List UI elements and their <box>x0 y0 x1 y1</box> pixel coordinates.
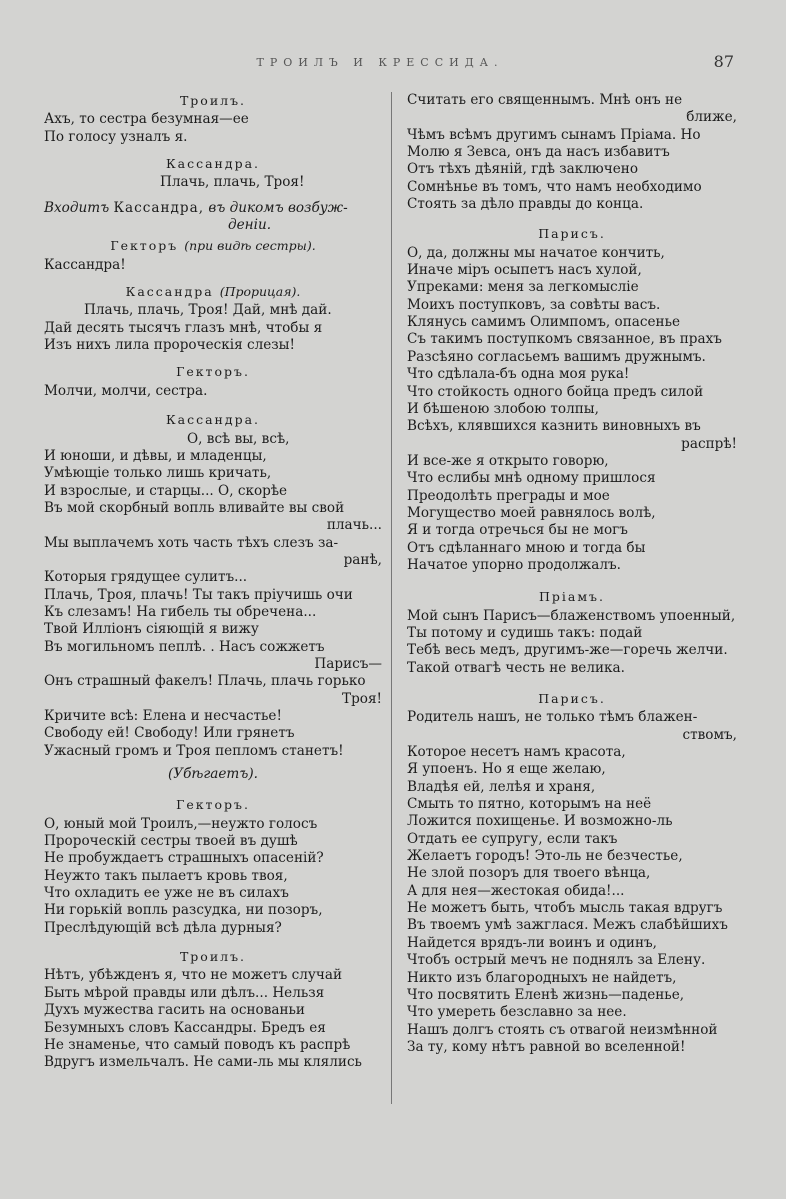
verse-line: Не можетъ быть, чтобъ мысль такая вдругъ <box>407 900 723 917</box>
verse-line: Чтобъ острый мечъ не поднялъ за Елену. <box>407 952 706 969</box>
verse-line: О, да, должны мы начатое кончить, <box>407 244 665 261</box>
verse-line: Въ мой скорбный вопль вливайте вы свой <box>44 499 345 516</box>
verse-line: Къ слезамъ! На гибель ты обречена... <box>44 603 317 620</box>
verse-line: Не пробуждаетъ страшныхъ опасеній? <box>44 850 324 867</box>
speaker-heading: Троилъ. <box>179 949 247 965</box>
stage-direction-part: Входитъ <box>44 199 110 216</box>
verse-line-runover: ствомъ, <box>682 726 737 743</box>
verse-line: Твой Илліонъ сіяющій я вижу <box>44 621 259 638</box>
verse-line: Что посвятить Еленѣ жизнь—паденье, <box>407 986 685 1003</box>
verse-line: Что стойкость одного бойца предъ силой <box>407 383 704 400</box>
verse-line: Моихъ поступковъ, за совѣты васъ. <box>407 296 661 313</box>
speaker-heading: Гекторъ. <box>176 364 250 380</box>
verse-line: Мы выплачемъ хоть часть тѣхъ слезъ за- <box>44 534 339 551</box>
verse-line: По голосу узналъ я. <box>44 128 188 145</box>
speaker-heading: Троилъ. <box>179 93 247 108</box>
verse-line: Не злой позоръ для твоего вѣнца, <box>407 865 651 882</box>
verse-line: Умѣющіе только лишь кричать, <box>44 465 272 482</box>
verse-line: Дай десять тысячъ глазъ мнѣ, чтобы я <box>44 319 323 336</box>
verse-line: Ложится похищенье. И возможно-ль <box>407 813 673 830</box>
verse-line: Иначе міръ осыпетъ насъ хулой, <box>407 262 642 279</box>
verse-line: Свободу ей! Свободу! Или грянетъ <box>44 725 295 742</box>
verse-line: Нѣтъ, убѣжденъ я, что не можетъ случай <box>44 967 343 984</box>
stage-direction-part: Кассандра, <box>113 199 205 216</box>
verse-line: Я упоенъ. Но я еще желаю, <box>407 761 606 778</box>
stage-direction-part: въ дикомъ возбуж- <box>208 199 348 216</box>
verse-line: Ахъ, то сестра безумная—ее <box>44 111 249 128</box>
verse-line: Которое несетъ намъ красота, <box>407 744 626 761</box>
left-column <box>44 92 382 1072</box>
stage-direction <box>44 200 382 217</box>
verse-line: О, юный мой Троилъ,—неужто голосъ <box>44 815 318 832</box>
verse-line: Смыть то пятно, которымъ на неё <box>407 796 652 813</box>
verse-line-runover: плачь... <box>326 517 382 534</box>
verse-line: Преодолѣть преграды и мое <box>407 487 610 504</box>
stage-direction: (при видѣ сестры). <box>184 238 316 254</box>
verse-line: Никто изъ благородныхъ не найдетъ, <box>407 969 677 986</box>
verse-line: Не знаменье, что самый поводъ къ распрѣ <box>44 1036 351 1053</box>
speaker-heading: Гекторъ. <box>176 797 250 813</box>
verse-line: Ты потому и судишь такъ: подай <box>407 624 643 641</box>
verse-line: Отъ тѣхъ дѣяній, гдѣ заключено <box>407 161 639 178</box>
verse-line: И взрослые, и старцы... О, скорѣе <box>44 482 288 499</box>
verse-line: Ужасный громъ и Троя пепломъ станетъ! <box>44 742 344 759</box>
verse-line: Отдать ее супругу, если такъ <box>407 830 618 847</box>
verse-line: Плачь, плачь, Троя! <box>160 174 305 191</box>
verse-line: И все-же я открыто говорю, <box>407 452 609 469</box>
verse-line: Отъ сдѣланнаго мною и тогда бы <box>407 539 646 556</box>
verse-line: Разсѣяно согласьемъ вашимъ дружнымъ. <box>407 348 706 365</box>
right-column <box>407 92 737 1056</box>
verse-line: За ту, кому нѣтъ равной во вселенной! <box>407 1038 686 1055</box>
verse-line: Въ твоемъ умѣ зажглася. Межъ слабѣйшихъ <box>407 917 728 934</box>
page-header <box>0 52 786 74</box>
verse-line: Плачь, Троя, плачь! Ты такъ пріучишь очи <box>44 586 353 603</box>
speaker-heading: Пріамъ. <box>538 589 605 605</box>
verse-line: Владѣя ей, лелѣя и храня, <box>407 778 596 795</box>
verse-line: Желаетъ городъ! Это-ль не безчестье, <box>407 848 683 865</box>
verse-line: Молчи, молчи, сестра. <box>44 382 208 399</box>
stage-direction: деніи. <box>228 217 272 234</box>
verse-line: Духъ мужества гасить на основаньи <box>44 1002 305 1019</box>
verse-line: Пророческій сестры твоей въ душѣ <box>44 833 298 850</box>
verse-line-runover: Парисъ— <box>314 655 382 672</box>
verse-line-runover: ранѣ, <box>343 551 382 568</box>
verse-line: Которыя грядущее сулитъ... <box>44 569 248 586</box>
verse-line-runover: распрѣ! <box>681 435 737 452</box>
verse-line: Безумныхъ словъ Кассандры. Бредъ ея <box>44 1019 326 1036</box>
verse-line: Преслѣдующій всѣ дѣла дурныя? <box>44 919 282 936</box>
verse-line: Могущество моей равнялось волѣ, <box>407 504 656 521</box>
stage-direction: (Убѣгаетъ). <box>167 766 258 783</box>
verse-line: Изъ нихъ лила пророческія слезы! <box>44 337 295 354</box>
speaker-heading <box>44 237 382 254</box>
speaker-heading: Кассандра. <box>165 156 261 172</box>
verse-line: Быть мѣрой правды или дѣлъ... Нельзя <box>44 984 325 1001</box>
verse-line: Я и тогда отречься бы не могъ <box>407 522 628 539</box>
speaker-heading: Кассандра. <box>165 412 261 428</box>
verse-line: Найдется врядъ-ли воинъ и одинъ, <box>407 934 657 951</box>
verse-line-runover: Троя! <box>342 690 382 707</box>
verse-line: Вдругъ измельчалъ. Не сами-ль мы клялись <box>44 1054 362 1071</box>
verse-line: Стоять за дѣло правды до конца. <box>407 196 644 213</box>
speaker-heading: Парисъ. <box>538 226 606 242</box>
verse-line: Клянусь самимъ Олимпомъ, опасенье <box>407 314 681 331</box>
running-title: ТРОИЛЪ И КРЕССИДА. <box>256 56 504 69</box>
stage-direction: (Прорицая). <box>219 284 301 300</box>
verse-line: О, всѣ вы, всѣ, <box>187 430 290 447</box>
verse-line: Нашъ долгъ стоять съ отвагой неизмѣнной <box>407 1021 718 1038</box>
verse-line: Родитель нашъ, не только тѣмъ блажен- <box>407 709 698 726</box>
verse-line: Что еслибы мнѣ одному пришлося <box>407 470 656 487</box>
column-divider <box>391 92 392 1104</box>
page-number: 87 <box>713 52 734 71</box>
verse-line: Такой отвагѣ честь не велика. <box>407 659 625 676</box>
verse-line: Кричите всѣ: Елена и несчастье! <box>44 708 282 724</box>
verse-line: Неужто такъ пылаетъ кровь твоя, <box>44 867 288 884</box>
speaker-name: Гекторъ <box>110 238 179 254</box>
verse-line: Онъ страшный факелъ! Плачь, плачь горько <box>44 673 366 690</box>
verse-line: И юноши, и дѣвы, и младенцы, <box>44 447 267 464</box>
verse-line: Ни горькій вопль разсудка, ни позоръ, <box>44 902 323 919</box>
verse-line: Съ такимъ поступкомъ связанное, въ прахъ <box>407 331 722 348</box>
verse-line: Что умереть безславно за нее. <box>407 1004 627 1021</box>
verse-line: Въ могильномъ пеплѣ. . Насъ сожжетъ <box>44 638 325 655</box>
verse-line: Чѣмъ всѣмъ другимъ сынамъ Пріама. Но <box>407 126 701 143</box>
verse-line: Мой сынъ Парисъ—блаженствомъ упоенный, <box>407 607 736 624</box>
verse-line-runover: ближе, <box>686 109 737 126</box>
verse-line: А для нея—жестокая обида!... <box>407 882 625 899</box>
verse-line: Считать его священнымъ. Мнѣ онъ не <box>407 92 683 108</box>
verse-line: Упреками: меня за легкомысліе <box>407 279 639 296</box>
verse-line: Тебѣ весь медъ, другимъ-же—горечь желчи. <box>407 642 728 659</box>
verse-line: Сомнѣнье въ томъ, что намъ необходимо <box>407 178 702 195</box>
speaker-heading <box>44 283 382 300</box>
speaker-heading: Парисъ. <box>538 691 606 706</box>
verse-line: И бѣшеною злобою толпы, <box>407 400 599 417</box>
speaker-name: Кассандра <box>125 284 214 300</box>
verse-line: Что охладить ее уже не въ силахъ <box>44 885 289 902</box>
verse-line: Молю я Зевса, онъ да насъ избавитъ <box>407 144 670 161</box>
verse-line: Всѣхъ, клявшихся казнить виновныхъ въ <box>407 418 701 435</box>
verse-line: Кассандра! <box>44 256 126 273</box>
verse-line: Плачь, плачь, Троя! Дай, мнѣ дай. <box>84 302 332 319</box>
verse-line: Что сдѣлала-бъ одна моя рука! <box>407 366 630 383</box>
verse-line: Начатое упорно продолжалъ. <box>407 556 621 573</box>
